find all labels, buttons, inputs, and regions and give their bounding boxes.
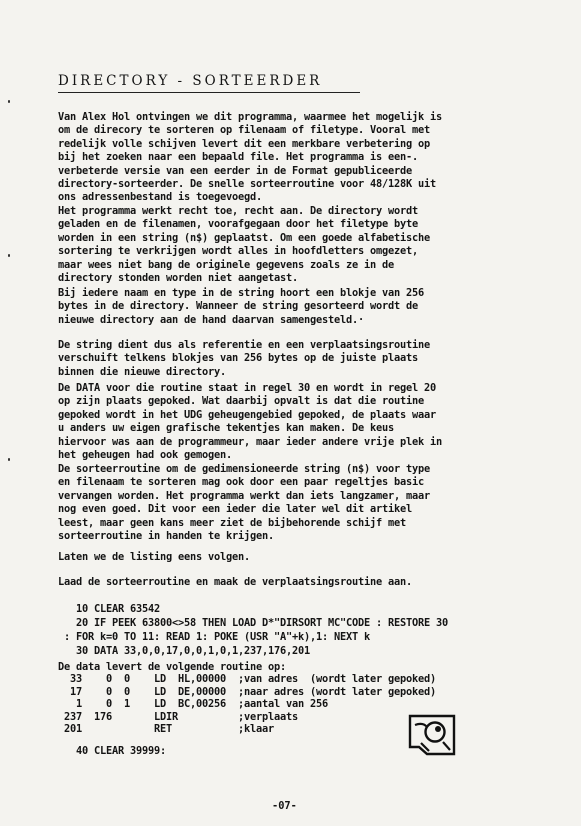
text-line: De DATA voor die routine staat in regel 30 en wordt in regel 20	[58, 382, 436, 394]
asm-line: 17 0 0 LD DE,00000 ;naar adres (wordt later gepoked)	[58, 685, 436, 698]
asm-line: 33 0 0 LD HL,00000 ;van adres (wordt later gepoked)	[58, 673, 436, 686]
paragraph-blocks	[58, 287, 508, 327]
paragraph-listing-intro	[58, 551, 508, 564]
text-line: worden in een string (n$) geplaatst. Om een goede alfabetische	[58, 231, 430, 244]
asm-line: 201 RET ;klaar	[58, 723, 274, 736]
text-line: nieuwe directory aan de hand daarvan samengesteld.·	[58, 313, 364, 326]
text-line: sorteerroutine in handen te krijgen.	[58, 530, 274, 543]
text-line: verschuift telkens blokjes van 256 bytes op de juiste plaats	[58, 352, 418, 365]
scan-speck	[8, 100, 10, 103]
scan-speck	[8, 458, 10, 461]
text-line: Laten we de listing eens volgen.	[58, 551, 250, 563]
text-line: Van Alex Hol ontvingen we dit programma, waarmee het mogelijk is	[58, 111, 442, 123]
text-line: Laad de sorteerroutine en maak de verplaatsingsroutine aan.	[58, 576, 412, 588]
text-line: De string dient dus als referentie en een verplaatsingsroutine	[58, 339, 430, 351]
paragraph-program	[58, 205, 508, 285]
text-line: redelijk volle schijven levert dit een merkbare verbetering op	[58, 137, 430, 150]
listing-line: 30 DATA 33,0,0,17,0,0,1,0,1,237,176,201	[58, 645, 310, 657]
text-line: ons adressenbestand is toegevoegd.	[58, 191, 262, 204]
final-listing-line	[58, 744, 528, 758]
paragraph-sort-routine	[58, 463, 508, 543]
text-line: u anders uw eigen grafische tekentjes kan maken. De keus	[58, 422, 394, 435]
asm-line: 1 0 1 LD BC,00256 ;aantal van 256	[58, 698, 328, 711]
basic-listing	[58, 602, 528, 658]
text-line: en filenaam te sorteren mag ook door een paar regeltjes basic	[58, 476, 424, 489]
text-line: het geheugen had ook gemogen.	[58, 449, 232, 462]
text-line: op zijn plaats gepoked. Wat daarbij opvalt is dat die routine	[58, 395, 424, 408]
listing-line: 20 IF PEEK 63800<>58 THEN LOAD D*"DIRSORT MC"CODE : RESTORE 30	[58, 617, 448, 629]
text-line: nog even goed. Dit voor een ieder die later wel dit artikel	[58, 503, 412, 516]
listing-line: : FOR k=0 TO 11: READ 1: POKE (USR "A"+k),1: NEXT k	[58, 631, 370, 643]
paragraph-intro	[58, 111, 508, 205]
article-title: DIRECTORY - SORTEERDER	[58, 73, 323, 89]
text-line: bij het zoeken naar een bepaald file. Het programma is een-.	[58, 151, 418, 164]
text-line: Het programma werkt recht toe, recht aan. De directory wordt	[58, 205, 418, 217]
page-number: -07-	[272, 800, 297, 812]
text-line: directory stonden worden niet aangetast.	[58, 272, 298, 285]
text-line: De sorteerroutine om de gedimensioneerde string (n$) voor type	[58, 463, 430, 475]
paragraph-reference	[58, 339, 508, 379]
text-line: binnen die nieuwe directory.	[58, 365, 226, 378]
asm-line: 237 176 LDIR ;verplaats	[58, 710, 298, 723]
text-line: verbeterde versie van een eerder in de Format gepubliceerde	[58, 164, 412, 177]
listing-line: 40 CLEAR 39999:	[58, 745, 166, 757]
text-line: bytes in de directory. Wanneer de string gesorteerd wordt de	[58, 300, 418, 313]
text-line: leest, maar geen kans meer ziet de bijbehorende schijf met	[58, 516, 406, 529]
text-line: hiervoor was aan de programmeur, maar ieder andere vrije plek in	[58, 435, 442, 448]
listing-line: 10 CLEAR 63542	[58, 603, 160, 615]
text-line: Bij iedere naam en type in de string hoort een blokje van 256	[58, 287, 424, 299]
text-line: vervangen worden. Het programma werkt dan iets langzamer, maar	[58, 489, 430, 502]
text-line: sortering te verkrijgen wordt alles in hoofdletters omgezet,	[58, 245, 418, 258]
text-line: geladen en de filenamen, voorafgegaan door het filetype byte	[58, 218, 418, 231]
paragraph-data	[58, 382, 508, 462]
text-line: directory-sorteerder. De snelle sorteerroutine voor 48/128K uit	[58, 178, 436, 191]
routine-intro: De data levert de volgende routine op:	[58, 661, 286, 673]
text-line: maar wees niet bang de originele gegevens zoals ze in de	[58, 258, 394, 271]
scan-speck	[8, 254, 10, 257]
title-underline	[58, 92, 360, 93]
text-line: om de direcory te sorteren op filenaam of filetype. Vooral met	[58, 124, 430, 137]
text-line: gepoked wordt in het UDG geheugengebied gepoked, de plaats waar	[58, 408, 436, 421]
format-logo-icon	[407, 713, 457, 757]
paragraph-load	[58, 576, 508, 589]
